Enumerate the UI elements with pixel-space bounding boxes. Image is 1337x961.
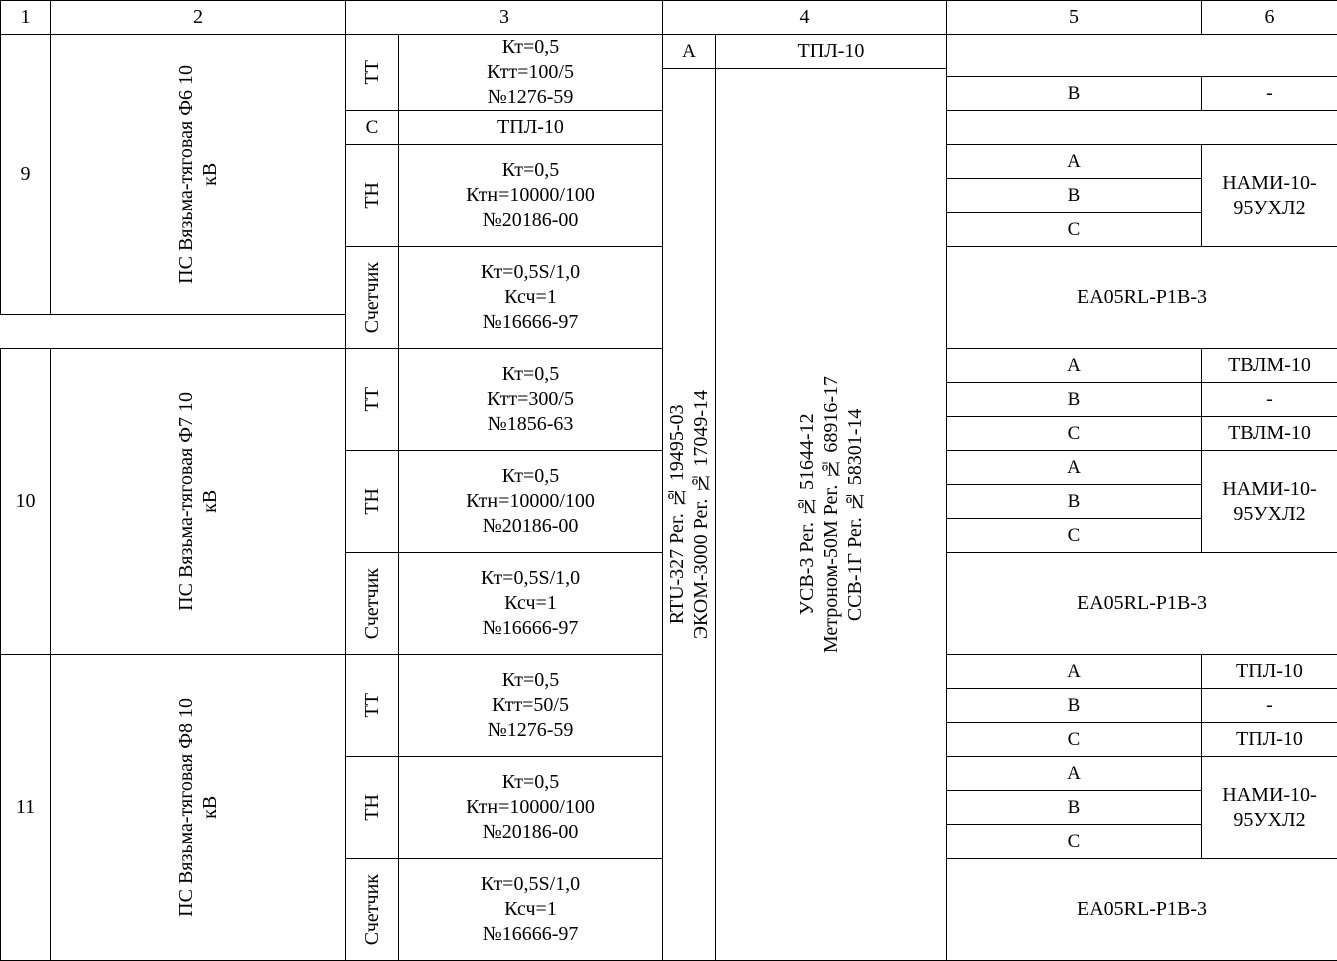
tn-param: Кт=0,5 [399, 770, 662, 795]
time-sync-line: Метроном-50М Рег. № 68916-17 [819, 376, 843, 653]
tn-param: №20186-00 [399, 514, 662, 539]
tn-param: №20186-00 [399, 208, 662, 233]
tt-label-text: ТТ [360, 60, 384, 84]
object-name-text: ПС Вязьма-тяговая Ф7 10 кВ [174, 392, 222, 611]
meter-params [399, 553, 663, 655]
tn-param: Кт=0,5 [399, 158, 662, 183]
meter-label [346, 859, 399, 961]
meter-param: №16666-97 [399, 616, 662, 641]
meter-label [346, 247, 399, 349]
tt-params [399, 349, 663, 451]
tt-param: №1856-63 [399, 412, 662, 437]
tn-param: №20186-00 [399, 820, 662, 845]
meter-label-text: Счетчик [360, 874, 384, 945]
tt-label [346, 349, 399, 451]
meter-label [346, 553, 399, 655]
tt-phase: C [947, 417, 1202, 451]
tn-phase: A [947, 451, 1202, 485]
tt-params [399, 35, 663, 111]
meter-param: Кт=0,5S/1,0 [399, 260, 662, 285]
tt-phase: B [947, 77, 1202, 111]
meter-label-text: Счетчик [360, 568, 384, 639]
tt-label-text: ТТ [360, 693, 384, 717]
tn-label [346, 757, 399, 859]
header-cell: 6 [1202, 1, 1337, 35]
header-cell: 3 [346, 1, 663, 35]
tt-param: Кт=0,5 [399, 35, 662, 60]
tt-phase: B [947, 689, 1202, 723]
tt-type: ТПЛ-10 [1202, 655, 1337, 689]
tn-label-text: ТН [360, 488, 384, 515]
tt-label [346, 35, 399, 111]
tt-params [399, 655, 663, 757]
header-cell: 4 [663, 1, 947, 35]
tn-phase: B [947, 179, 1202, 213]
tn-phase: B [947, 791, 1202, 825]
tn-phase: A [947, 757, 1202, 791]
tn-phase: C [947, 213, 1202, 247]
meter-param: Кт=0,5S/1,0 [399, 872, 662, 897]
meter-param: Ксч=1 [399, 591, 662, 616]
tn-param: Кт=0,5 [399, 464, 662, 489]
tn-param: Ктн=10000/100 [399, 795, 662, 820]
tn-label [346, 451, 399, 553]
tt-phase: A [947, 349, 1202, 383]
time-sync-cell [716, 69, 947, 961]
meter-type: EA05RL-P1B-3 [947, 859, 1337, 961]
header-cell: 5 [947, 1, 1202, 35]
tt-param: Кт=0,5 [399, 668, 662, 693]
tn-label [346, 145, 399, 247]
tt-row-a [1, 35, 1337, 69]
tn-label-text: ТН [360, 794, 384, 821]
tt-param: №1276-59 [399, 718, 662, 743]
meter-param: Ксч=1 [399, 897, 662, 922]
tt-param: Ктт=50/5 [399, 693, 662, 718]
tn-type: НАМИ-10-95УХЛ2 [1202, 757, 1337, 859]
tt-type: ТВЛМ-10 [1202, 417, 1337, 451]
meter-param: Ксч=1 [399, 285, 662, 310]
tt-type: - [1202, 77, 1337, 111]
meter-params [399, 247, 663, 349]
tn-phase: C [947, 519, 1202, 553]
tt-type: ТПЛ-10 [1202, 723, 1337, 757]
tt-label [346, 655, 399, 757]
header-cell: 2 [51, 1, 346, 35]
tt-label-text: ТТ [360, 387, 384, 411]
tt-phase: A [947, 655, 1202, 689]
tt-type: - [1202, 689, 1337, 723]
meter-params [399, 859, 663, 961]
tt-phase: C [947, 723, 1202, 757]
meter-label-text: Счетчик [360, 262, 384, 333]
meter-type: EA05RL-P1B-3 [947, 553, 1337, 655]
object-name-text: ПС Вязьма-тяговая Ф6 10 кВ [174, 65, 222, 284]
row-number: 9 [1, 35, 51, 315]
tt-phase: B [947, 383, 1202, 417]
tt-type: ТПЛ-10 [399, 111, 663, 145]
time-sync-line: УСВ-3 Рег. № 51644-12 [795, 376, 819, 653]
object-name [51, 655, 346, 961]
tn-label-text: ТН [360, 182, 384, 209]
time-sync-line: ССВ-1Г Рег. № 58301-14 [843, 376, 867, 653]
row-number: 11 [1, 655, 51, 961]
header-row [1, 1, 1337, 35]
tn-param: Ктн=10000/100 [399, 183, 662, 208]
tn-type: НАМИ-10-95УХЛ2 [1202, 145, 1337, 247]
tn-params [399, 451, 663, 553]
comm-equipment-cell [663, 69, 716, 961]
tt-type: - [1202, 383, 1337, 417]
object-name [51, 349, 346, 655]
tn-phase: C [947, 825, 1202, 859]
tt-param: Ктт=100/5 [399, 60, 662, 85]
tn-param: Ктн=10000/100 [399, 489, 662, 514]
meter-type: EA05RL-P1B-3 [947, 247, 1337, 349]
tt-phase: A [663, 35, 716, 69]
header-cell: 1 [1, 1, 51, 35]
meter-param: №16666-97 [399, 310, 662, 335]
object-name [51, 35, 346, 315]
tt-phase: C [346, 111, 399, 145]
comm-equipment-line: RTU-327 Рег. № 19495-03 [665, 390, 689, 639]
meter-param: Кт=0,5S/1,0 [399, 566, 662, 591]
object-name-text: ПС Вязьма-тяговая Ф8 10 кВ [174, 698, 222, 917]
tt-type: ТПЛ-10 [716, 35, 947, 69]
tt-param: №1276-59 [399, 85, 662, 110]
meter-param: №16666-97 [399, 922, 662, 947]
tt-param: Кт=0,5 [399, 362, 662, 387]
tn-params [399, 145, 663, 247]
row-number: 10 [1, 349, 51, 655]
tn-params [399, 757, 663, 859]
comm-equipment-line: ЭКОМ-3000 Рег. № 17049-14 [689, 390, 713, 639]
tn-type: НАМИ-10-95УХЛ2 [1202, 451, 1337, 553]
tn-phase: A [947, 145, 1202, 179]
tt-param: Ктт=300/5 [399, 387, 662, 412]
tn-phase: B [947, 485, 1202, 519]
tt-type: ТВЛМ-10 [1202, 349, 1337, 383]
